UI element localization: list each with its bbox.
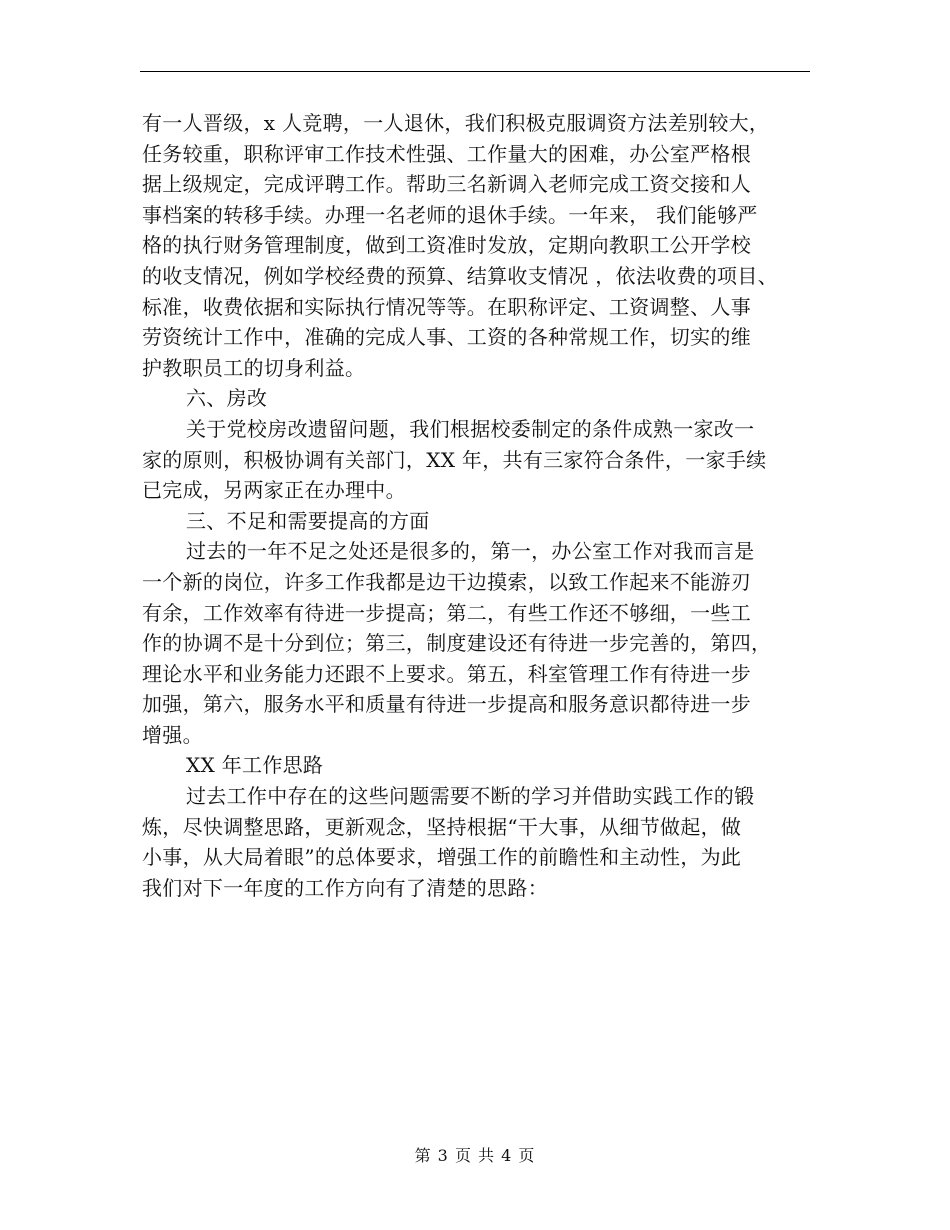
text-line: 有余，工作效率有待进一步提高；第二，有些工作还不够细，一些工 [142,600,751,625]
text-line: 据上级规定，完成评聘工作。帮助三名新调入老师完成工资交接和人 [142,172,751,197]
text-line: 的收支情况，例如学校经费的预算、结算收支情况 ，依法收费的项目、 [142,263,778,288]
text-line: 一个新的岗位，许多工作我都是边干边摸索，以致工作起来不能游刃 [142,569,751,594]
text-line: 理论水平和业务能力还跟不上要求。第五，科室管理工作有待进一步 [142,661,751,686]
text-line: 增强。 [142,722,203,747]
text-line: 任务较重，职称评审工作技术性强、工作量大的困难，办公室严格根 [142,141,751,166]
text-line: 家的原则，积极协调有关部门，XX 年，共有三家符合条件，一家手续 [142,447,767,472]
text-line: 已完成，另两家正在办理中。 [142,478,406,503]
text-line: XX 年工作思路 [186,753,324,778]
text-line: 格的执行财务管理制度，做到工资准时发放，定期向教职工公开学校 [142,233,751,258]
text-line: 护教职员工的切身利益。 [142,355,366,380]
text-line: 三、不足和需要提高的方面 [186,508,430,533]
text-line: 标准，收费依据和实际执行情况等等。在职称评定、工资调整、人事 [142,294,751,319]
text-line: 作的协调不是十分到位；第三，制度建设还有待进一步完善的，第四， [142,631,772,656]
text-line: 小事，从大局着眼”的总体要求，增强工作的前瞻性和主动性，为此 [142,845,742,870]
text-line: 劳资统计工作中，准确的完成人事、工资的各种常规工作，切实的维 [142,325,751,350]
page-number: 第 3 页 共 4 页 [414,1146,536,1165]
text-line: 过去的一年不足之处还是很多的，第一，办公室工作对我而言是 [186,539,755,564]
text-line: 我们对下一年度的工作方向有了清楚的思路： [142,875,548,900]
header-rule [140,71,810,72]
text-line: 六、房改 [186,386,268,411]
document-body [142,108,818,903]
text-line: 事档案的转移手续。办理一名老师的退休手续。一年来， 我们能够严 [142,202,758,227]
text-line: 炼，尽快调整思路，更新观念，坚持根据“干大事，从细节做起，做 [142,814,742,839]
text-line: 加强，第六，服务水平和质量有待进一步提高和服务意识都待进一步 [142,692,751,717]
text-line: 关于党校房改遗留问题，我们根据校委制定的条件成熟一家改一 [186,416,755,441]
text-line: 过去工作中存在的这些问题需要不断的学习并借助实践工作的锻 [186,784,755,809]
text-line: 有一人晋级，x 人竞聘，一人退休，我们积极克服调资方法差别较大， [142,111,770,135]
